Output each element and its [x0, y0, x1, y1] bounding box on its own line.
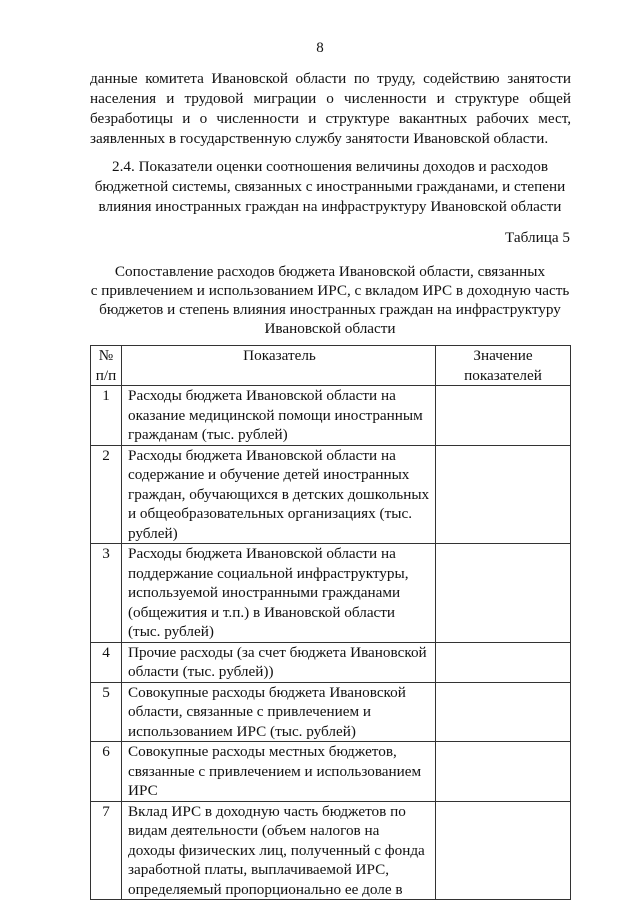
table-body [91, 386, 571, 900]
row-value [436, 386, 571, 446]
header-indicator: Показатель [122, 346, 436, 386]
indicator-line: ИРС [128, 782, 158, 799]
paragraph-line: данные комитета Ивановской области по труду, содействию занятости [90, 70, 571, 87]
title-line: бюджетов и степень влияния иностранных граждан на инфраструктуру [99, 301, 561, 318]
row-value [436, 445, 571, 544]
indicator-line: Расходы бюджета Ивановской области на [128, 545, 396, 562]
indicator-line: Вклад ИРС в доходную часть бюджетов по [128, 802, 406, 820]
header-num-line: № [98, 347, 114, 364]
table-row [91, 742, 571, 802]
title-line: Ивановской области [264, 320, 396, 337]
indicator-line: доходы физических лиц, полученный с фонда [128, 841, 425, 859]
title-line: Сопоставление расходов бюджета Ивановской области, связанных [114, 263, 546, 280]
table-header-row [91, 346, 571, 386]
paragraph-line: населения и трудовой миграции о численности и структуре общей [90, 90, 571, 107]
indicator-line: оказание медицинской помощи иностранным [128, 406, 423, 424]
heading-line: бюджетной системы, связанных с иностранными гражданами, и степени [94, 178, 566, 195]
row-number: 1 [91, 386, 122, 446]
page-number: 8 [316, 40, 324, 56]
indicator-line: используемой иностранными гражданами [128, 584, 401, 601]
header-value-line: показателей [464, 366, 542, 384]
table-row [91, 682, 571, 742]
indicator-line: видам деятельности (объем налогов на [128, 822, 380, 839]
indicator-line: (общежития и т.п.) в Ивановской области [128, 603, 396, 621]
table-row [91, 445, 571, 544]
row-value [436, 544, 571, 643]
indicator-line: и общеобразовательных организациях (тыс. [128, 505, 412, 522]
table-row [91, 642, 571, 682]
heading-line: 2.4. Показатели оценки соотношения величины доходов и расходов [112, 158, 548, 175]
section-heading [80, 157, 580, 217]
row-indicator [122, 544, 436, 643]
row-number: 4 [91, 642, 122, 682]
heading-line: влияния иностранных граждан на инфраструктуру Ивановской области [98, 198, 562, 215]
row-number: 2 [91, 445, 122, 544]
indicator-line: Расходы бюджета Ивановской области на [128, 446, 396, 464]
title-line: с привлечением и использованием ИРС, с вкладом ИРС в доходную часть [90, 282, 570, 299]
indicator-line: заработной платы, выплачиваемой ИРС, [128, 861, 390, 878]
intro-paragraph [90, 69, 571, 149]
table-row [91, 386, 571, 446]
paragraph-line: безработицы и о численности и структуре вакантных рабочих мест, [90, 110, 571, 127]
row-indicator [122, 742, 436, 802]
indicator-line: Совокупные расходы местных бюджетов, [128, 743, 397, 760]
row-value [436, 742, 571, 802]
indicator-line: Прочие расходы (за счет бюджета Ивановской [128, 643, 427, 661]
row-indicator [122, 682, 436, 742]
table-row [91, 544, 571, 643]
row-number: 7 [91, 801, 122, 900]
header-value-line: Значение [473, 347, 533, 364]
row-number: 3 [91, 544, 122, 643]
row-value [436, 801, 571, 900]
row-value [436, 642, 571, 682]
table-row [91, 801, 571, 900]
table-title [80, 262, 580, 338]
header-value [436, 346, 571, 386]
indicator-line: определяемый пропорционально ее доле в [128, 880, 403, 898]
paragraph-line: заявленных в государственную службу занятости Ивановской области. [90, 130, 549, 147]
indicator-line: (тыс. рублей) [128, 623, 214, 640]
indicator-line: использованием ИРС (тыс. рублей) [128, 722, 356, 740]
header-num-line: п/п [95, 366, 117, 384]
indicator-line: гражданам (тыс. рублей) [128, 426, 288, 443]
row-indicator [122, 801, 436, 900]
row-number: 6 [91, 742, 122, 802]
row-value [436, 682, 571, 742]
indicator-line: области, связанные с привлечением и [128, 703, 372, 720]
row-indicator [122, 642, 436, 682]
table-label: Таблица 5 [505, 229, 570, 246]
header-num [91, 346, 122, 386]
indicators-table [90, 345, 571, 900]
row-number: 5 [91, 682, 122, 742]
indicator-line: области (тыс. рублей)) [128, 663, 274, 680]
indicator-line: содержание и обучение детей иностранных [128, 466, 410, 483]
indicator-line: граждан, обучающихся в детских дошкольных [128, 485, 430, 503]
indicator-line: Расходы бюджета Ивановской области на [128, 387, 396, 404]
indicator-line: поддержание социальной инфраструктуры, [128, 564, 409, 582]
indicator-line: рублей) [128, 524, 178, 542]
row-indicator [122, 386, 436, 446]
indicator-line: связанные с привлечением и использованием [128, 762, 422, 780]
row-indicator [122, 445, 436, 544]
indicator-line: Совокупные расходы бюджета Ивановской [128, 683, 406, 701]
